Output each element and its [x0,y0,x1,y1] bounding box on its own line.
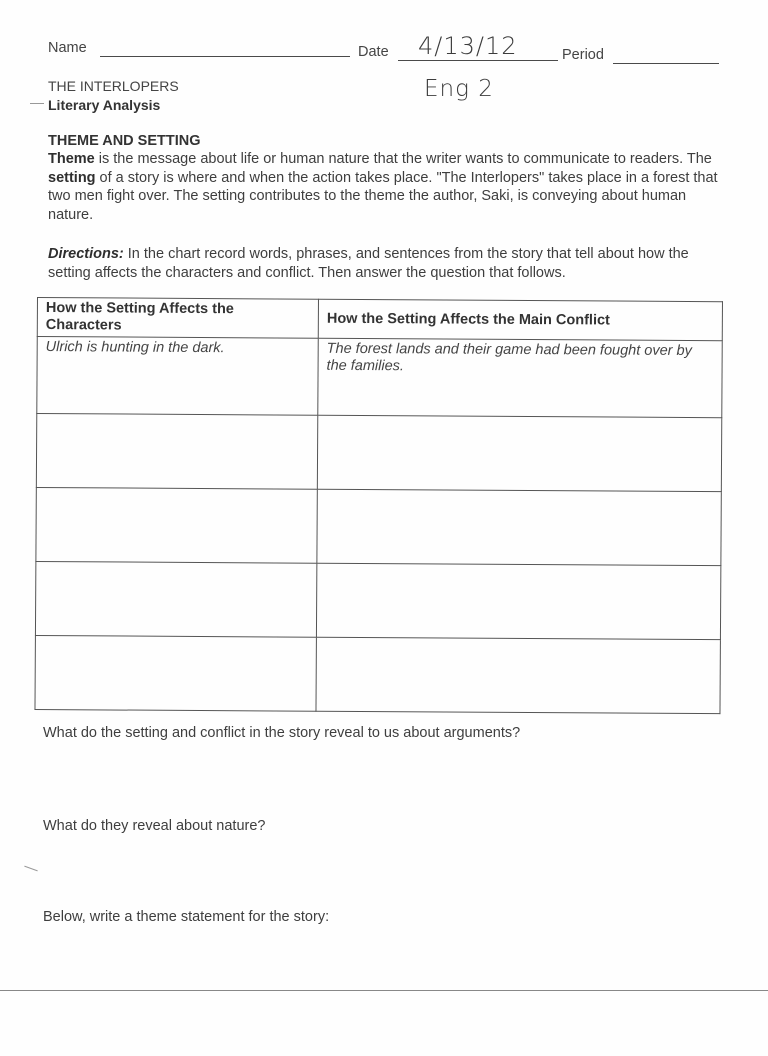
chart-cell-characters[interactable] [35,635,316,711]
period-field[interactable] [613,63,719,64]
worksheet-subtitle: Literary Analysis [48,97,161,113]
theme-setting-paragraph [48,150,718,224]
scan-mark [24,866,37,872]
column-header-conflict: How the Setting Affects the Main Conflict [318,299,722,340]
name-field[interactable] [100,56,350,57]
bottom-divider-line [0,990,768,991]
question-theme-statement: Below, write a theme statement for the story: [43,909,330,925]
chart-cell-conflict[interactable] [316,637,720,713]
class-note-handwritten: Eng 2 [424,76,494,102]
question-nature: What do they reveal about nature? [43,818,266,834]
answer-area-theme-statement[interactable] [43,930,723,985]
chart-header-row [37,298,722,341]
chart-row [35,561,720,639]
section-heading: THEME AND SETTING [48,133,201,149]
chart-cell-conflict[interactable] [317,415,721,491]
chart-row [36,487,721,565]
setting-analysis-chart [34,297,722,713]
question-arguments: What do the setting and conflict in the story reveal to us about arguments? [43,725,521,741]
directions-text: In the chart record words, phrases, and sentences from the story that tell about how the setting affects the characters and conflict. Then answer the question that follows. [48,246,689,281]
setting-definition: of a story is where and when the action takes place. "The Interlopers" takes place in a forest that two men fight over. The setting contributes to the theme the author, Saki, is conveying about human nature. [48,169,718,223]
column-header-characters: How the Setting Affects the Characters [37,298,318,339]
setting-term: setting [48,169,96,186]
date-handwritten-value: 4/13/12 [418,32,518,60]
chart-row [36,414,721,492]
period-label: Period [562,47,604,63]
chart-cell-conflict[interactable]: The forest lands and their game had been fought over by the families. [318,338,722,417]
chart-cell-characters[interactable] [36,414,317,490]
chart-cell-characters[interactable] [35,561,316,637]
theme-definition: is the message about life or human nature that the writer wants to communicate to readers. The [94,151,712,167]
chart-cell-characters[interactable]: Ulrich is hunting in the dark. [37,337,318,416]
name-label: Name [48,40,87,56]
answer-area-arguments[interactable] [43,745,723,810]
chart-cell-characters[interactable] [36,487,317,563]
chart-cell-conflict[interactable] [316,563,720,639]
answer-area-nature[interactable] [43,838,723,903]
chart-cell-conflict[interactable] [317,489,721,565]
chart-row [35,635,720,713]
scan-mark [30,103,44,104]
directions-paragraph [48,245,713,282]
date-label: Date [358,44,389,60]
chart-row [37,337,722,418]
date-field[interactable] [398,60,558,61]
directions-label: Directions: [48,246,124,262]
theme-term: Theme [48,151,95,167]
story-title: THE INTERLOPERS [48,78,179,94]
